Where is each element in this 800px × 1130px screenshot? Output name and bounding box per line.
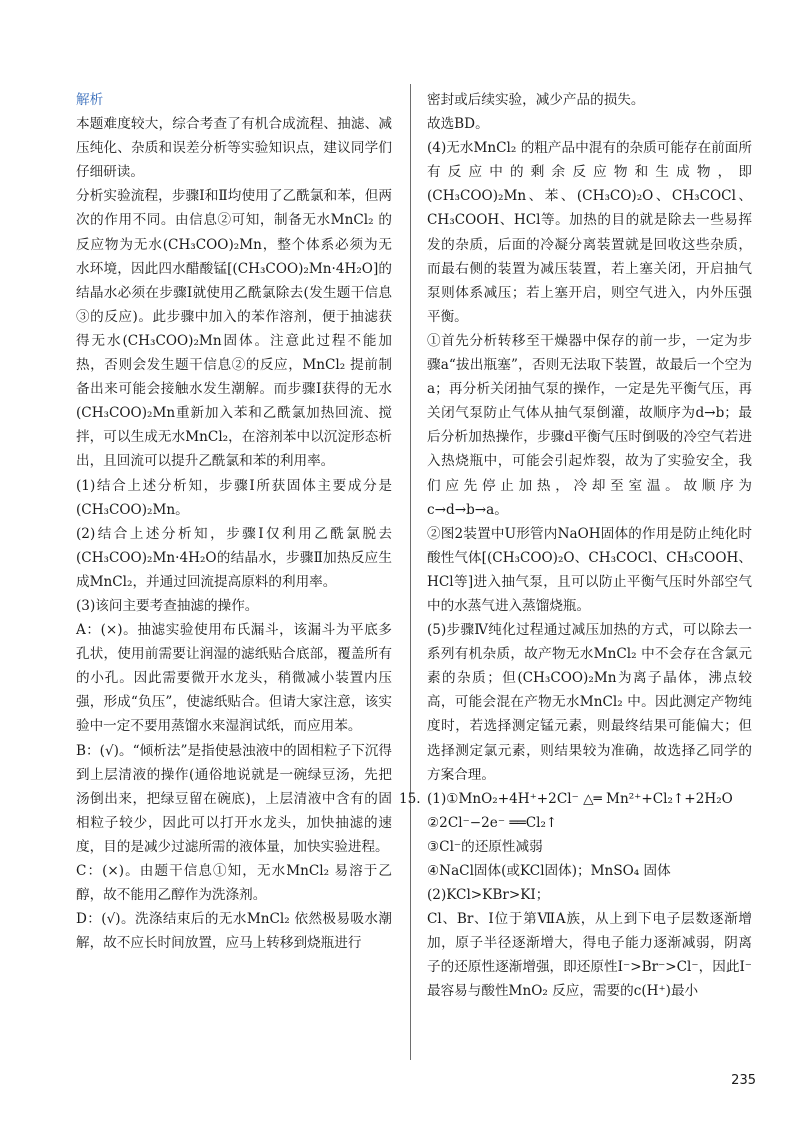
left-paragraph-1: 本题难度较大，综合考查了有机合成流程、抽滤、减压纯化、杂质和误差分析等实验知识点，建议同学们仔细研读。 — [76, 116, 392, 181]
q15-line-3: ③Cl⁻的还原性减弱 — [427, 838, 543, 855]
q15-line-4: ④NaCl固体(或KCl固体)；MnSO₄ 固体 — [427, 863, 671, 879]
q15-line-6: Cl、Br、I位于第ⅦA族，从上到下电子层数逐渐增加，原子半径逐渐增大，得电子能力逐渐减弱，阴离子的还原性逐渐增强，即还原性I⁻>Br⁻>Cl⁻，因此I⁻最容易与酸性MnO₂ 反应，需要的c(H⁺)最小 — [427, 911, 752, 1000]
right-paragraph-6: (5)步骤Ⅳ纯化过程通过减压加热的方式，可以除去一系列有机杂质，故产物无水MnCl₂ 中不会存在含氯元素的杂质；但(CH₃COO)₂Mn为离子晶体，沸点较高，可能会混在产物无水MnCl₂ 中。因此测定产物纯度时，若选择测定锰元素，则最终结果可能偏大；但选择测定氯元素，则结果较为准确，故选择乙同学的方案合理。 — [427, 622, 752, 783]
column-divider — [410, 84, 411, 1060]
left-paragraph-2: 分析实验流程，步骤Ⅰ和Ⅱ均使用了乙酰氯和苯，但两次的作用不同。由信息②可知，制备无水MnCl₂ 的反应物为无水(CH₃COO)₂Mn，整个体系必须为无水环境，因此四水醋酸锰[(CH₃COO)₂Mn·4H₂O]的结晶水必须在步骤Ⅰ就使用乙酰氯除去(发生题干信息③的反应)。此步骤中加入的苯作溶剂，便于抽滤获得无水(CH₃COO)₂Mn固体。注意此过程不能加热，否则会发生题干信息②的反应，MnCl₂ 提前制备出来可能会接触水发生潮解。而步骤Ⅰ获得的无水(CH₃COO)₂Mn重新加入苯和乙酰氯加热回流、搅拌，可以生成无水MnCl₂，在溶剂苯中以沉淀形态析出，且回流可以提升乙酰氯和苯的利用率。 — [76, 188, 392, 470]
right-column — [399, 88, 752, 1004]
q15-line-1: (1)①MnO₂+4H⁺+2Cl⁻ △═ Mn²⁺+Cl₂↑+2H₂O — [427, 790, 733, 807]
left-column — [76, 88, 392, 955]
question-15-answer — [399, 787, 752, 1004]
q15-line-5: (2)KCl>KBr>KI； — [427, 887, 550, 904]
left-paragraph-9: D：(√)。洗涤结束后的无水MnCl₂ 依然极易吸水潮解，故不应长时间放置，应马上转移到烧瓶进行 — [76, 911, 392, 952]
right-paragraph-2: 故选BD。 — [427, 116, 489, 133]
left-paragraph-8: C：(×)。由题干信息①知，无水MnCl₂ 易溶于乙醇，故不能用乙醇作为洗涤剂。 — [76, 863, 392, 904]
left-paragraph-7: B：(√)。“倾析法”是指使悬浊液中的固相粒子下沉得到上层清液的操作(通俗地说就是一碗绿豆汤，先把汤倒出来，把绿豆留在碗底)，上层清液中含有的固相粒子较少，因此可以打开水龙头，加快抽滤的速度，目的是减少过滤所需的液体量，加快实验进程。 — [76, 742, 392, 855]
page-number: 235 — [731, 1073, 756, 1088]
left-paragraph-5: (3)该问主要考查抽滤的操作。 — [76, 597, 259, 614]
q15-line-2: ②2Cl⁻−2e⁻ ══Cl₂↑ — [427, 814, 558, 831]
right-paragraph-4: ①首先分析转移至干燥器中保存的前一步，一定为步骤a“拔出瓶塞”，否则无法取下装置，故最后一个空为a；再分析关闭抽气泵的操作，一定是先平衡气压，再关闭气泵防止气体从抽气泵倒灌，故顺序为d→b；最后分析加热操作，步骤d平衡气压时倒吸的冷空气若进入热烧瓶中，可能会引起炸裂，故为了实验安全，我们应先停止加热，冷却至室温。故顺序为c→d→b→a。 — [427, 332, 752, 518]
right-paragraph-1: 密封或后续实验，减少产品的损失。 — [427, 92, 645, 108]
analysis-heading: 解析 — [76, 92, 104, 108]
left-paragraph-3: (1)结合上述分析知，步骤Ⅰ所获固体主要成分是(CH₃COO)₂Mn。 — [76, 477, 392, 518]
right-paragraph-3: (4)无水MnCl₂ 的粗产品中混有的杂质可能存在前面所有反应中的剩余反应物和生成物，即(CH₃COO)₂Mn、苯、(CH₃CO)₂O、CH₃COCl、CH₃COOH、HCl等。加热的目的就是除去一些易挥发的杂质，后面的冷凝分离装置就是回收这些杂质，而最右侧的装置为减压装置，若上塞关闭，开启抽气泵则体系减压；若上塞开启，则空气进入，内外压强平衡。 — [427, 140, 752, 325]
question-number: 15. — [399, 790, 421, 807]
right-paragraph-5: ②图2装置中U形管内NaOH固体的作用是防止纯化时酸性气体[(CH₃COO)₂O、CH₃COCl、CH₃COOH、HCl等]进入抽气泵，且可以防止平衡气压时外部空气中的水蒸气进入蒸馏烧瓶。 — [427, 525, 752, 614]
left-paragraph-4: (2)结合上述分析知，步骤Ⅰ仅利用乙酰氯脱去(CH₃COO)₂Mn·4H₂O的结晶水，步骤Ⅱ加热反应生成MnCl₂，并通过回流提高原料的利用率。 — [76, 525, 392, 590]
left-paragraph-6: A：(×)。抽滤实验使用布氏漏斗，该漏斗为平底多孔状，使用前需要让润湿的滤纸贴合底部，覆盖所有的小孔。因此需要微开水龙头，稍微减小装置内压强，形成“负压”，使滤纸贴合。但请大家注意，该实验中一定不要用蒸馏水来湿润试纸，而应用苯。 — [76, 622, 392, 735]
